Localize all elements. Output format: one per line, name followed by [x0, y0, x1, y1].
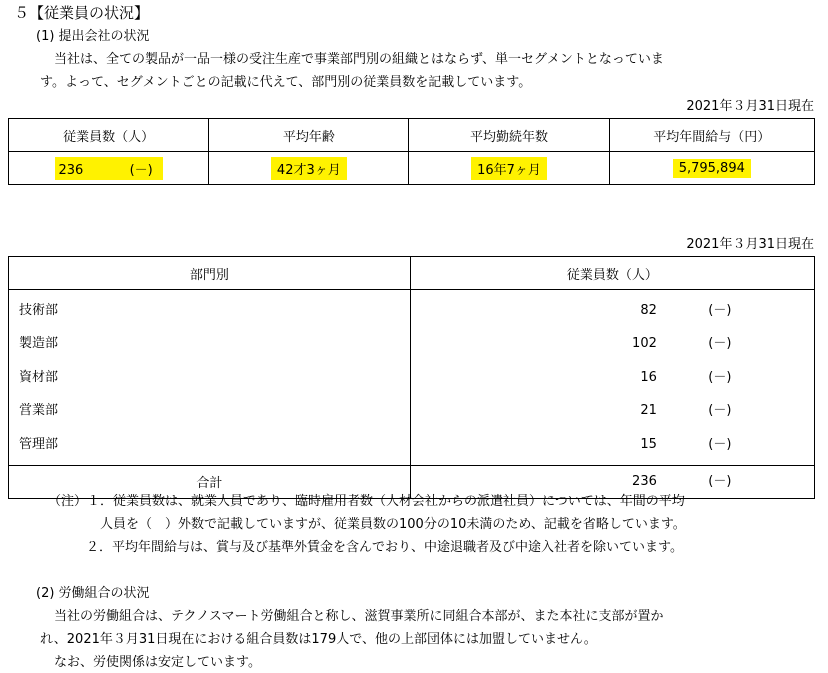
union-line1: 当社の労働組合は、テクノスマート労働組合と称し、滋賀事業所に同組合本部が、また本社に支部が置か [54, 609, 664, 624]
dept-temp: (－) [708, 336, 732, 352]
dept-count-line [411, 294, 814, 327]
union-line2: れ、2021年３月31日現在における組合員数は179人で、他の上部団体には加盟していません。 [40, 632, 597, 647]
summary-value-row [9, 152, 815, 185]
subsection-title-union: (2) 労働組合の状況 [36, 586, 150, 601]
dept-name: 製造部 [19, 336, 59, 352]
intro-paragraph-line2: す。よって、セグメントごとの記載に代えて、部門別の従業員数を記載しています。 [40, 75, 532, 90]
dept-body-row [9, 290, 815, 466]
as-of-date-1: 2021年３月31日現在 [686, 99, 814, 114]
dept-count: 15 [640, 436, 657, 452]
header-avg-tenure: 平均勤続年数 [409, 119, 609, 152]
dept-count: 21 [640, 403, 657, 419]
dept-header-row [9, 257, 815, 290]
section-title: ５【従業員の状況】 [14, 4, 150, 22]
avg-salary-value: 5,795,894 [673, 159, 751, 178]
employees-count: 236 [58, 162, 84, 178]
dept-count-line [411, 428, 814, 461]
note-line1: （注）１．従業員数は、就業人員であり、臨時雇用者数（人材会社からの派遣社員）については、年間の平均 [48, 494, 685, 509]
cell-employees [9, 152, 209, 185]
cell-avg-tenure [409, 152, 609, 185]
dept-temp: (－) [708, 436, 732, 452]
subsection-title-company: (1) 提出会社の状況 [36, 29, 150, 44]
total-temp: (－) [708, 473, 732, 489]
union-line3: なお、労使関係は安定しています。 [54, 655, 261, 670]
cell-avg-salary [609, 152, 814, 185]
dept-name-column [9, 290, 411, 466]
as-of-date-2: 2021年３月31日現在 [686, 237, 814, 252]
note-line2: 人員を（ ）外数で記載していますが、従業員数の100分の10未満のため、記載を省略しています。 [100, 517, 686, 532]
dept-name: 営業部 [19, 403, 59, 419]
total-label: 合計 [9, 465, 411, 498]
avg-age-value: 42才3ヶ月 [271, 157, 347, 180]
header-employees: 従業員数（人） [9, 119, 209, 152]
dept-count-line [411, 327, 814, 360]
summary-table [8, 118, 815, 185]
dept-name: 資材部 [19, 369, 59, 385]
employees-temp: (－) [129, 162, 153, 178]
cell-avg-age [209, 152, 409, 185]
total-count: 236 [632, 473, 657, 489]
highlight-employees [55, 157, 163, 180]
department-table [8, 256, 815, 499]
header-department: 部門別 [9, 257, 411, 290]
dept-count: 102 [632, 336, 657, 352]
summary-header-row [9, 119, 815, 152]
header-avg-salary: 平均年間給与（円） [609, 119, 814, 152]
dept-count-line [411, 361, 814, 394]
note-line3: ２．平均年間給与は、賞与及び基準外賃金を含んでおり、中途退職者及び中途入社者を除いています。 [86, 540, 683, 555]
dept-temp: (－) [708, 403, 732, 419]
dept-name: 技術部 [19, 303, 59, 318]
dept-count-column [410, 290, 814, 466]
dept-count: 16 [640, 369, 657, 385]
dept-temp: (－) [708, 369, 732, 385]
header-avg-age: 平均年齢 [209, 119, 409, 152]
avg-tenure-value: 16年7ヶ月 [471, 157, 547, 180]
intro-paragraph-line1: 当社は、全ての製品が一品一様の受注生産で事業部門別の組織とはならず、単一セグメントとなっていま [54, 52, 664, 67]
dept-count: 82 [640, 303, 657, 318]
header-dept-count: 従業員数（人） [410, 257, 814, 290]
dept-count-line [411, 394, 814, 427]
dept-temp: (－) [708, 303, 732, 318]
dept-name: 管理部 [19, 436, 59, 452]
